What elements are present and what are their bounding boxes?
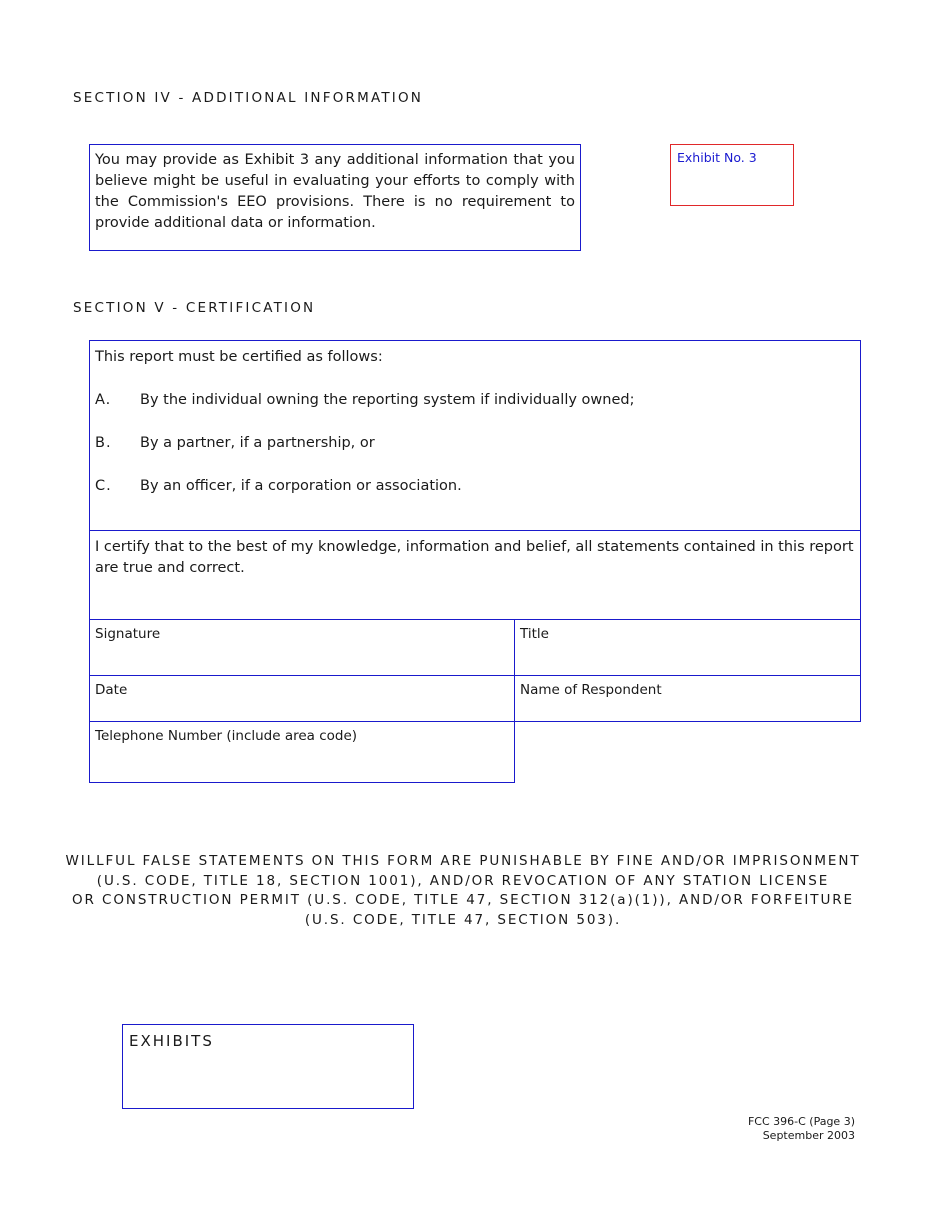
warning-line: (U.S. CODE, TITLE 18, SECTION 1001), AND/OR REVOCATION OF ANY STATION LICENSE <box>96 872 830 889</box>
signature-field[interactable] <box>89 619 515 676</box>
item-text: By the individual owning the reporting system if individually owned; <box>140 392 635 408</box>
section-4-heading: SECTION IV - ADDITIONAL INFORMATION <box>73 90 424 106</box>
exhibit-number-label: Exhibit No. 3 <box>677 150 757 165</box>
date-label: Date <box>95 682 128 698</box>
exhibit-number-box[interactable] <box>670 144 794 206</box>
item-letter: C. <box>95 478 112 494</box>
warning-line: OR CONSTRUCTION PERMIT (U.S. CODE, TITLE 47, SECTION 312(a)(1)), AND/OR FORFEITURE <box>72 892 854 908</box>
warning-line: (U.S. CODE, TITLE 47, SECTION 503). <box>304 911 622 928</box>
certification-intro: This report must be certified as follows: <box>95 349 383 365</box>
telephone-label: Telephone Number (include area code) <box>95 728 358 744</box>
certification-instructions <box>89 340 861 531</box>
title-label: Title <box>520 626 549 642</box>
additional-info-instructions: You may provide as Exhibit 3 any additional information that you believe might be useful in evaluating your efforts to comply with the Commission's EEO provisions. There is no requirement to provide additional data or information. <box>89 144 581 251</box>
exhibits-box[interactable] <box>122 1024 414 1109</box>
date-field[interactable] <box>89 675 515 722</box>
item-text: By a partner, if a partnership, or <box>140 435 375 451</box>
false-statements-warning <box>0 852 926 930</box>
certification-item <box>95 476 855 497</box>
name-of-respondent-label: Name of Respondent <box>520 682 662 698</box>
page-footer <box>640 1115 855 1143</box>
certification-statement: I certify that to the best of my knowledge, information and belief, all statements contained in this report are true and correct. <box>89 530 861 620</box>
exhibits-label: EXHIBITS <box>129 1032 214 1050</box>
item-letter: B. <box>95 435 112 451</box>
form-id: FCC 396-C (Page 3) <box>747 1115 855 1128</box>
title-field[interactable] <box>514 619 861 676</box>
item-letter: A. <box>95 392 112 408</box>
name-of-respondent-field[interactable] <box>514 675 861 722</box>
item-text: By an officer, if a corporation or association. <box>140 478 462 494</box>
signature-label: Signature <box>95 626 161 642</box>
telephone-field[interactable] <box>89 721 515 783</box>
certification-item <box>95 390 855 411</box>
warning-line: WILLFUL FALSE STATEMENTS ON THIS FORM ARE PUNISHABLE BY FINE AND/OR IMPRISONMENT <box>65 853 861 869</box>
certification-item <box>95 433 855 454</box>
section-5-heading: SECTION V - CERTIFICATION <box>73 300 316 316</box>
form-date: September 2003 <box>762 1129 855 1142</box>
